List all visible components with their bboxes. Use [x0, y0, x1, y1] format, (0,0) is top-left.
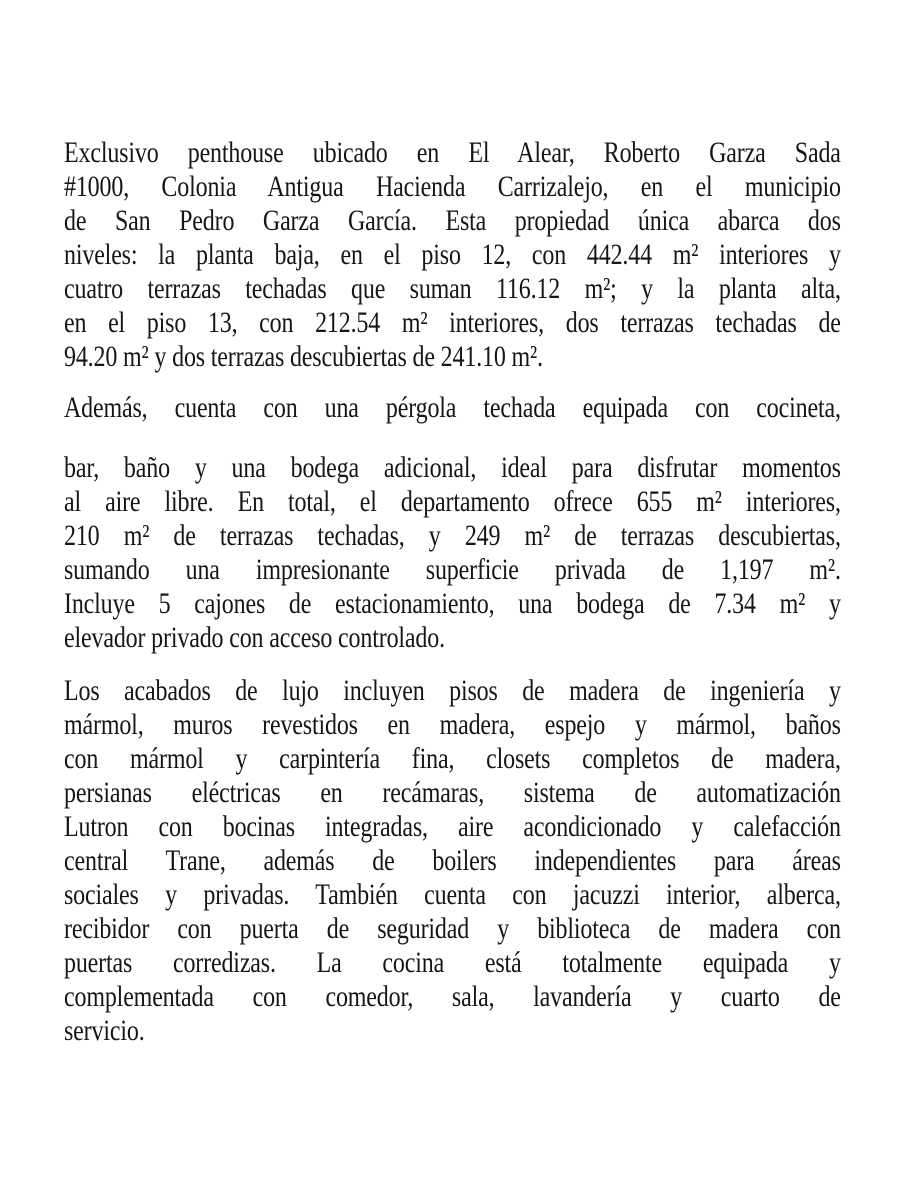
text-line: sumando una impresionante superficie privada de 1,197 m². — [64, 553, 841, 586]
text-line: Exclusivo penthouse ubicado en El Alear, Roberto Garza Sada — [64, 136, 841, 169]
paragraph — [64, 391, 841, 425]
text-line: recibidor con puerta de seguridad y biblioteca de madera con — [64, 912, 841, 945]
text-line: servicio. — [64, 1014, 145, 1047]
text-line: Los acabados de lujo incluyen pisos de madera de ingeniería y — [64, 674, 841, 707]
text-line: mármol, muros revestidos en madera, espejo y mármol, baños — [64, 708, 841, 741]
text-line: Además, cuenta con una pérgola techada equipada con cocineta, — [64, 391, 841, 424]
text-line: bar, baño y una bodega adicional, ideal para disfrutar momentos — [64, 451, 841, 484]
text-line: niveles: la planta baja, en el piso 12, con 442.44 m² interiores y — [64, 238, 841, 271]
text-line: puertas corredizas. La cocina está totalmente equipada y — [64, 946, 841, 979]
text-line: 210 m² de terrazas techadas, y 249 m² de terrazas descubiertas, — [64, 519, 841, 552]
text-line: complementada con comedor, sala, lavandería y cuarto de — [64, 980, 841, 1013]
text-line: sociales y privadas. También cuenta con jacuzzi interior, alberca, — [64, 878, 841, 911]
text-line: #1000, Colonia Antigua Hacienda Carrizalejo, en el municipio — [64, 170, 841, 203]
paragraph — [64, 451, 841, 655]
document-body — [64, 136, 841, 1048]
text-line: Incluye 5 cajones de estacionamiento, una bodega de 7.34 m² y — [64, 587, 841, 620]
text-line: persianas eléctricas en recámaras, sistema de automatización — [64, 776, 841, 809]
text-line: 94.20 m² y dos terrazas descubiertas de 241.10 m². — [64, 340, 543, 373]
text-line: central Trane, además de boilers independientes para áreas — [64, 844, 841, 877]
text-line: al aire libre. En total, el departamento ofrece 655 m² interiores, — [64, 485, 841, 518]
text-line: cuatro terrazas techadas que suman 116.12 m²; y la planta alta, — [64, 272, 841, 305]
text-line: elevador privado con acceso controlado. — [64, 621, 445, 654]
paragraph — [64, 136, 841, 374]
text-line: de San Pedro Garza García. Esta propiedad única abarca dos — [64, 204, 841, 237]
text-line: con mármol y carpintería fina, closets completos de madera, — [64, 742, 841, 775]
paragraph — [64, 674, 841, 1048]
text-line: Lutron con bocinas integradas, aire acondicionado y calefacción — [64, 810, 841, 843]
text-line: en el piso 13, con 212.54 m² interiores, dos terrazas techadas de — [64, 306, 841, 339]
